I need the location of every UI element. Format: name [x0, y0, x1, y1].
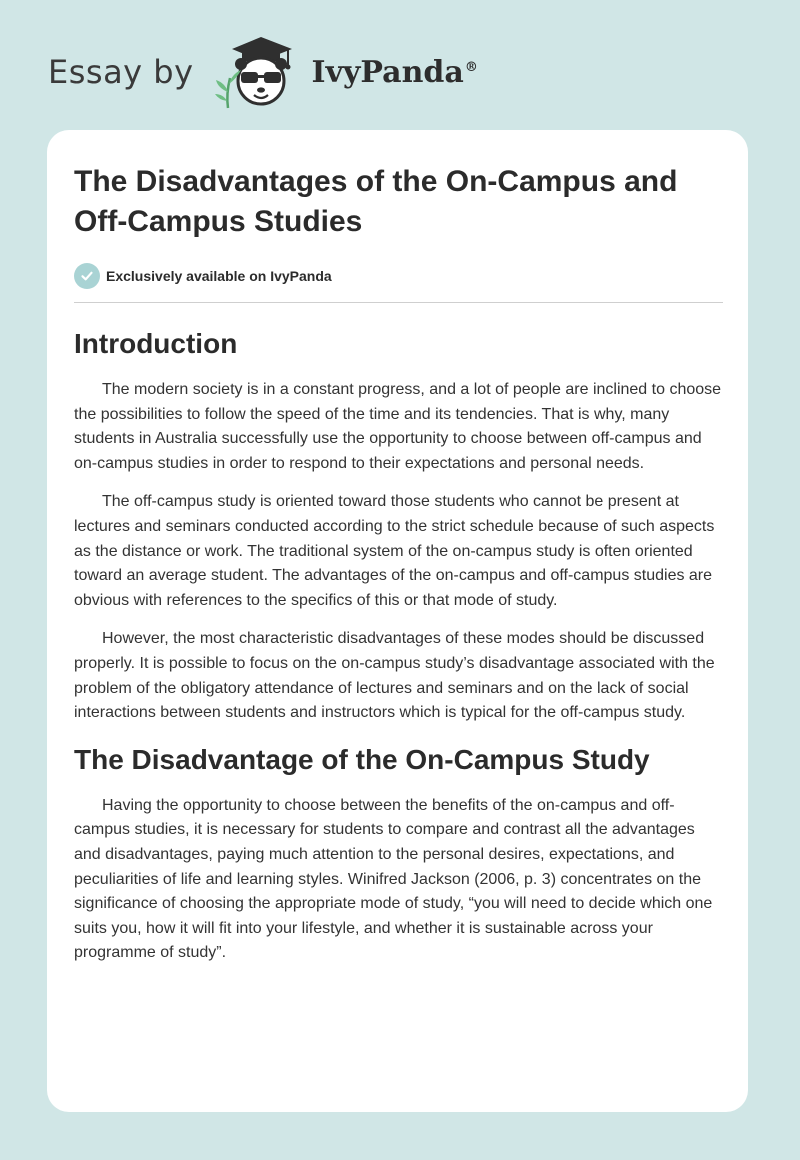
check-circle-icon	[74, 263, 100, 289]
paragraph: The off-campus study is oriented toward those students who cannot be present at lectures and seminars conducted according to the strict schedule because of such aspects as the distance or work. The traditional system of the on-campus study is often oriented toward an average student. The advantages of the on-campus and off-campus studies are obvious with references to the specifics of this or that mode of study.	[74, 493, 715, 609]
paragraph: However, the most characteristic disadvantages of these modes should be discussed properly. It is possible to focus on the on-campus study’s disadvantage associated with the problem of the obligatory attendance of lectures and seminars and on the lack of social interactions between students and instructors which is typical for the off-campus study.	[74, 630, 715, 722]
brand-prefix: Essay by	[48, 53, 194, 91]
section-on-campus-disadvantage	[74, 740, 724, 966]
panda-logo-icon[interactable]	[208, 34, 304, 110]
divider	[74, 302, 723, 303]
section-heading: The Disadvantage of the On-Campus Study	[74, 743, 650, 775]
article-card	[47, 130, 748, 1112]
exclusive-badge-label: Exclusively available on IvyPanda	[106, 268, 332, 284]
paragraph: The modern society is in a constant progress, and a lot of people are inclined to choose the possibilities to follow the speed of the time and its tendencies. That is why, many students in Australia successfully use the opportunity to choose between off-campus and on-campus studies in order to respond to their expectations and personal needs.	[74, 381, 722, 472]
brand-header	[48, 34, 478, 110]
section-heading: Introduction	[74, 328, 238, 359]
page-title: The Disadvantages of the On-Campus and Off-Campus Studies	[74, 165, 678, 238]
paragraph: Having the opportunity to choose between the benefits of the on-campus and off-campus studies, it is necessary for students to compare and contrast all the advantages and disadvantages, paying much attention to the personal desires, expectations, and peculiarities of life and learning styles. Winifred Jackson (2006, p. 3) concentrates on the significance of choosing the appropriate mode of study, “you will need to decide which one suits you, how it will fit into your lifestyle, and whether it is sustainable across your programme of study”.	[74, 796, 713, 962]
brand-name: IvyPanda®	[311, 54, 478, 90]
exclusive-badge	[74, 263, 332, 289]
section-introduction	[74, 324, 724, 726]
article-body	[74, 324, 724, 980]
